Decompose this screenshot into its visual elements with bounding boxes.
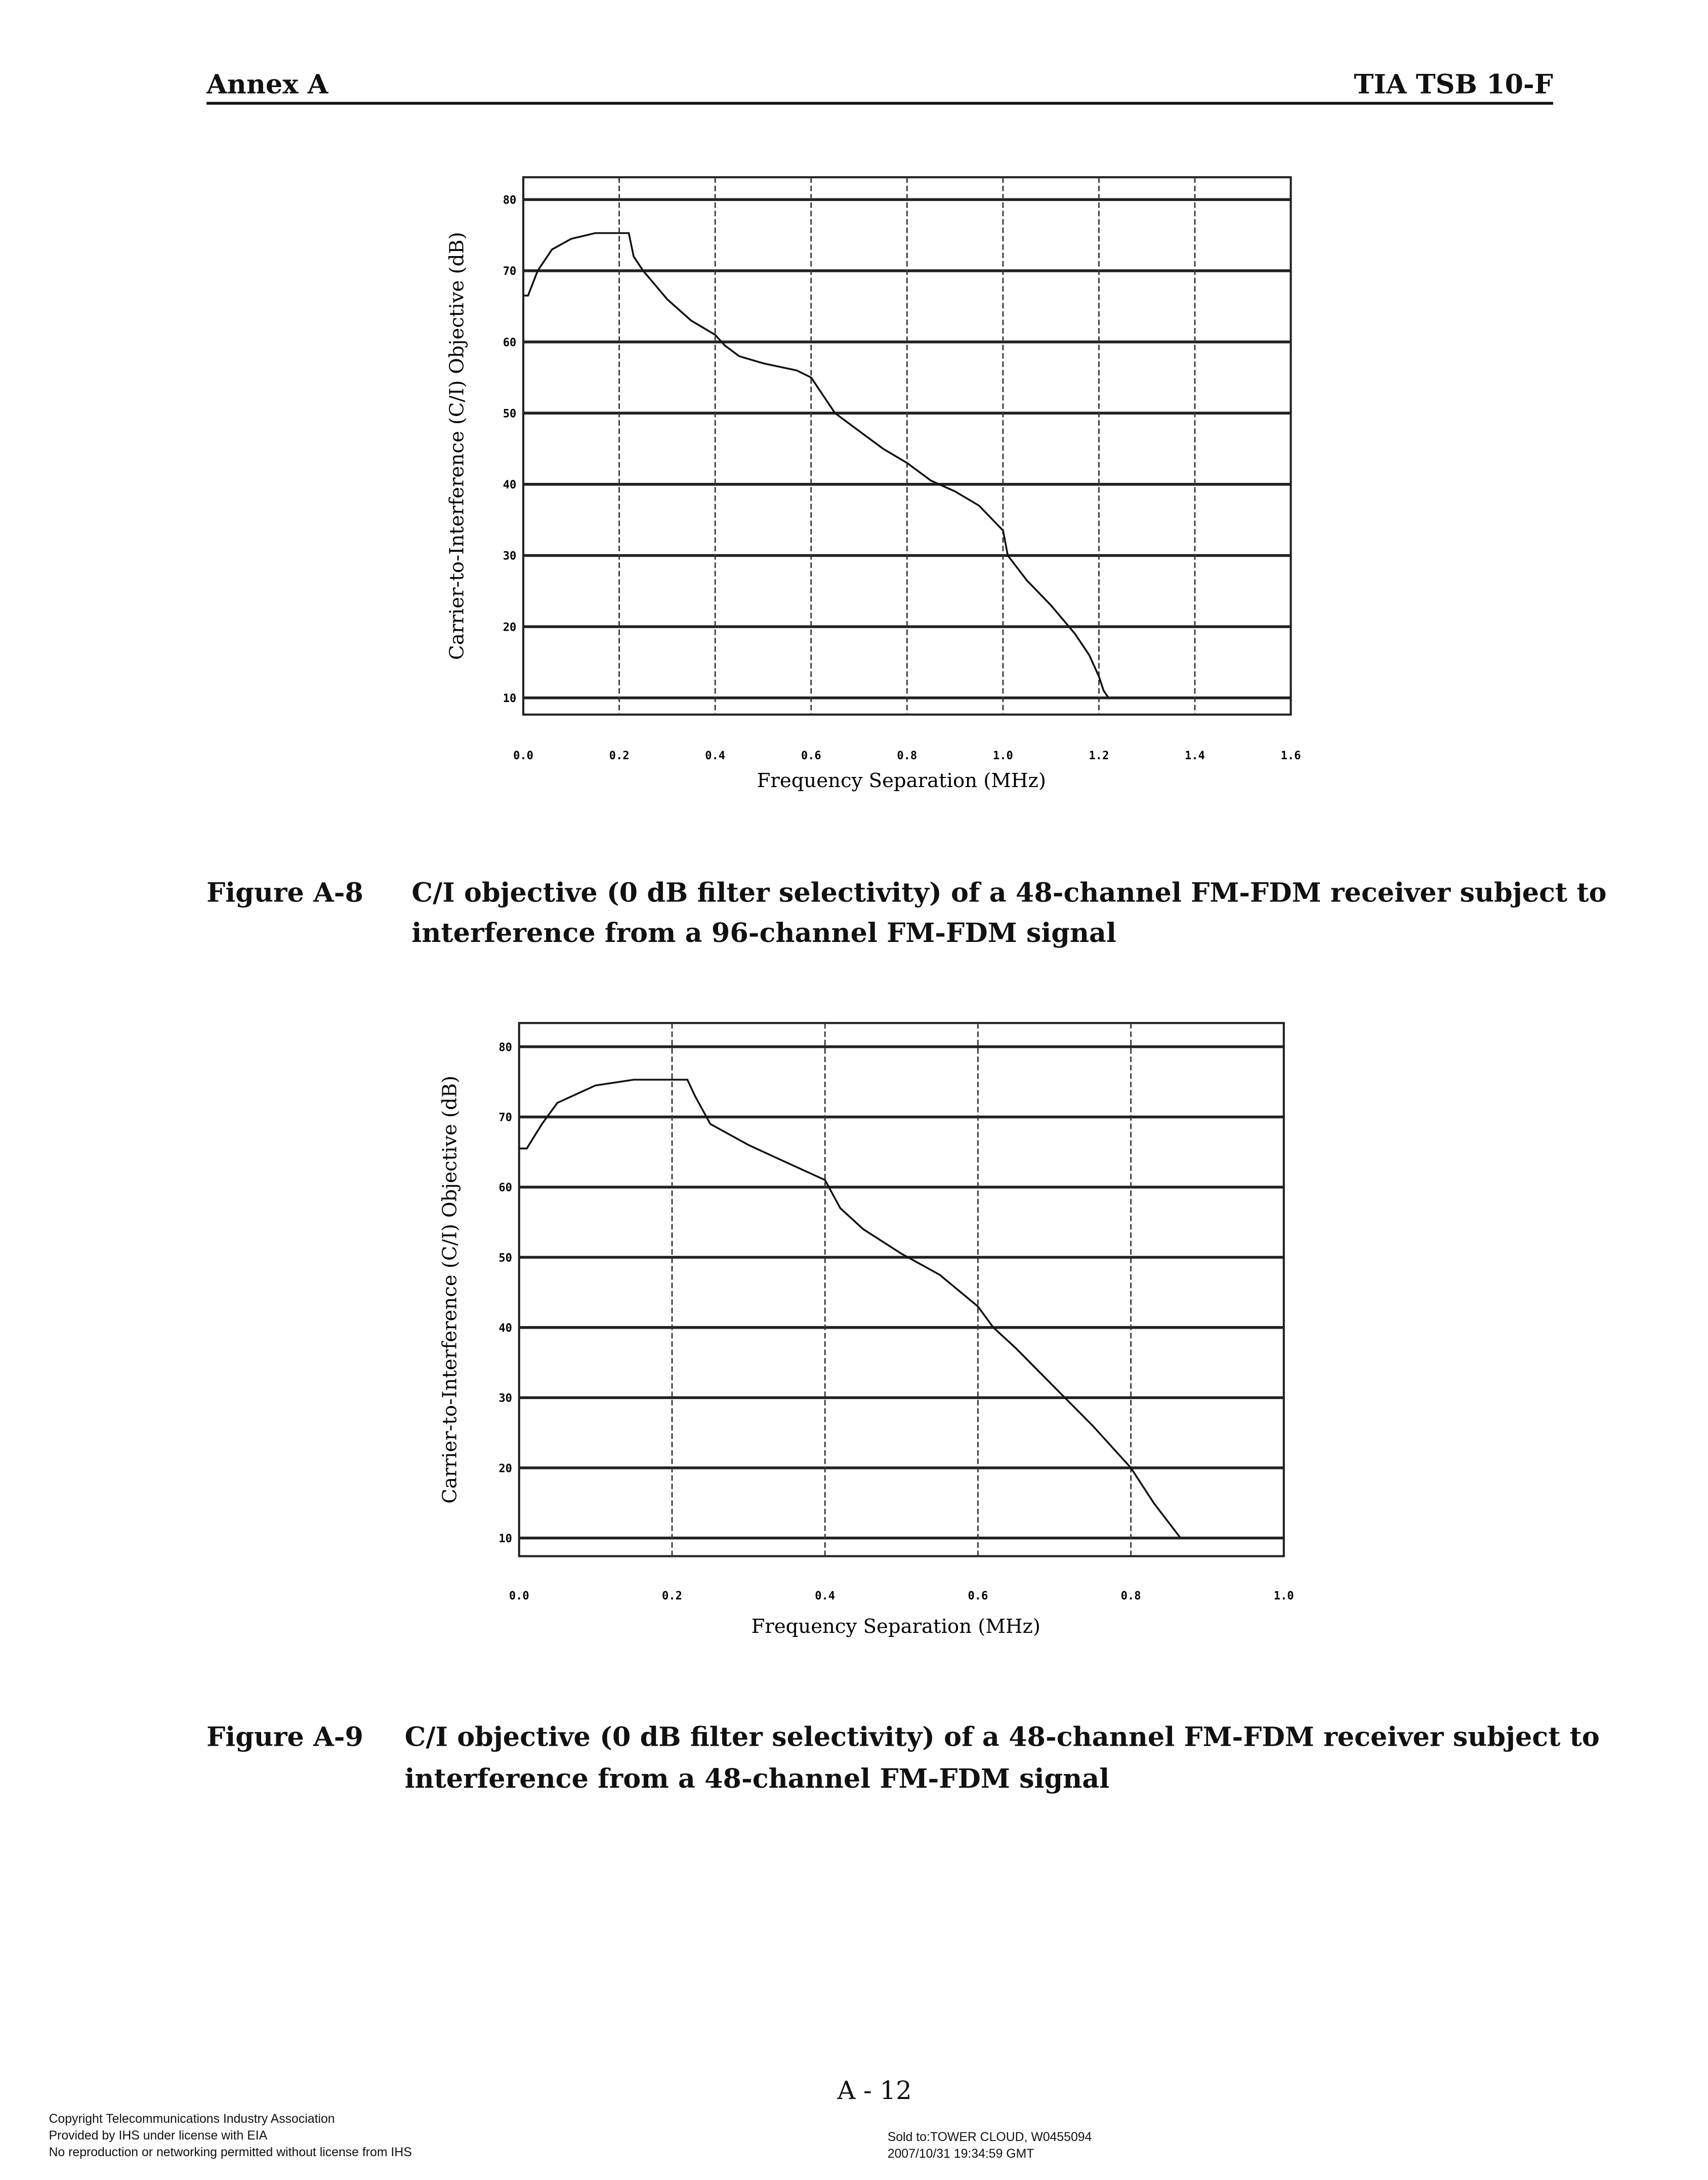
- y-tick-label: 70: [498, 1111, 512, 1124]
- footer-right: [888, 2128, 1092, 2162]
- y-tick-label: 70: [503, 265, 517, 278]
- y-tick-label: 50: [503, 407, 517, 421]
- x-axis-label: Frequency Separation (MHz): [751, 1615, 1040, 1638]
- figure-a8-caption-line1: C/I objective (0 dB filter selectivity) of a 48-channel FM-FDM receiver subject to: [411, 878, 1607, 909]
- x-tick-label: 0.2: [662, 1589, 682, 1602]
- x-tick-label: 0.6: [968, 1589, 988, 1602]
- y-tick-label: 60: [503, 336, 517, 349]
- x-tick-label: 1.0: [1273, 1589, 1294, 1602]
- x-tick-label: 0.8: [897, 750, 918, 763]
- x-tick-label: 0.2: [609, 750, 630, 763]
- x-tick-label: 0.8: [1120, 1589, 1141, 1602]
- header-section: Annex A: [206, 69, 328, 101]
- footer-sold-to: Sold to:TOWER CLOUD, W0455094: [887, 2129, 1092, 2144]
- y-tick-label: 20: [498, 1462, 512, 1475]
- plot-frame: [519, 1023, 1284, 1556]
- x-tick-label: 0.0: [513, 750, 533, 763]
- y-tick-label: 30: [503, 550, 517, 563]
- y-tick-label: 40: [503, 479, 517, 492]
- y-tick-label: 30: [498, 1392, 512, 1405]
- y-axis-label: Carrier-to-Interference (C/I) Objective (dB): [438, 1076, 462, 1504]
- figure-a9-caption-line2: interference from a 48-channel FM-FDM signal: [404, 1764, 1110, 1795]
- y-tick-label: 20: [503, 621, 517, 634]
- footer-timestamp: 2007/10/31 19:34:59 GMT: [887, 2146, 1034, 2161]
- x-tick-label: 0.6: [801, 750, 821, 763]
- x-tick-label: 1.2: [1089, 750, 1109, 763]
- x-tick-label: 1.0: [992, 750, 1013, 763]
- x-tick-label: 1.4: [1185, 750, 1205, 763]
- y-tick-label: 60: [498, 1181, 512, 1195]
- x-tick-label: 0.0: [509, 1589, 529, 1602]
- footer-copyright: Copyright Telecommunications Industry Association: [49, 2111, 335, 2126]
- y-tick-label: 50: [498, 1252, 512, 1265]
- page-number: A - 12: [837, 2077, 912, 2106]
- footer-provided: Provided by IHS under license with EIA: [49, 2128, 268, 2143]
- y-tick-label: 80: [498, 1041, 512, 1054]
- header-document-id: TIA TSB 10-F: [1354, 69, 1553, 101]
- footer-left: [49, 2110, 412, 2160]
- footer-no-reproduction: No reproduction or networking permitted without license from IHS: [49, 2145, 412, 2159]
- figure-a8-caption-line2: interference from a 96-channel FM-FDM signal: [411, 918, 1116, 950]
- y-tick-label: 80: [503, 194, 517, 207]
- figure-a9-label: Figure A-9: [206, 1722, 363, 1753]
- figure-a8-label: Figure A-8: [206, 878, 363, 909]
- y-tick-label: 10: [498, 1532, 512, 1545]
- figure-a9-caption-line1: C/I objective (0 dB filter selectivity) of a 48-channel FM-FDM receiver subject to: [404, 1722, 1600, 1753]
- y-tick-label: 10: [503, 692, 517, 705]
- y-tick-label: 40: [498, 1322, 512, 1335]
- y-axis-label: Carrier-to-Interference (C/I) Objective (dB): [445, 232, 469, 660]
- x-tick-label: 0.4: [815, 1589, 836, 1602]
- data-series-line: [519, 1080, 1181, 1538]
- x-tick-label: 1.6: [1280, 750, 1301, 763]
- x-axis-label: Frequency Separation (MHz): [757, 769, 1046, 793]
- x-tick-label: 0.4: [705, 750, 726, 763]
